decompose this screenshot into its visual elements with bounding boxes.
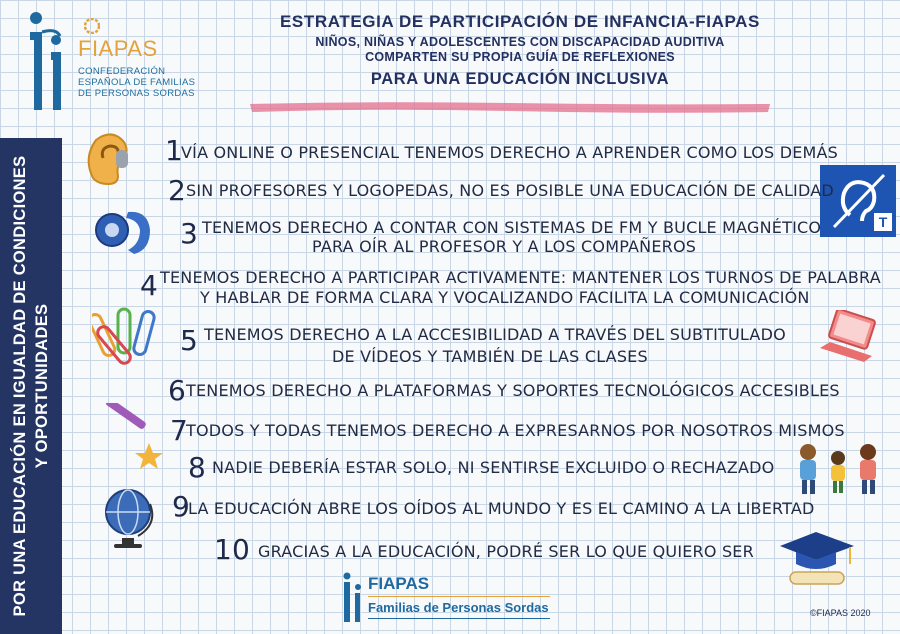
logo-name: FIAPAS [78,36,158,61]
children-illustration [790,440,890,496]
agenda-2030-wheel-icon [84,18,100,34]
item-number: 5 [180,324,199,357]
item-number: 10 [214,533,251,566]
loop-sign-letter: T [878,214,888,230]
footer-logo [342,572,562,628]
item-number: 3 [180,217,199,250]
item-number: 4 [140,269,159,302]
subtitle-line-1: NIÑOS, NIÑAS Y ADOLESCENTES CON DISCAPACIDAD AUDITIVA [315,35,725,49]
item-text-line-1: TENEMOS DERECHO A LA ACCESIBILIDAD A TRAVÉS DEL SUBTITULADO [204,325,786,344]
item-number: 7 [170,414,189,447]
item-text: SIN PROFESORES Y LOGOPEDAS, NO ES POSIBLE UNA EDUCACIÓN DE CALIDAD [186,181,834,200]
page-title: ESTRATEGIA DE PARTICIPACIÓN DE INFANCIA-FIAPAS [279,12,760,31]
item-text-line-2: PARA OÍR AL PROFESOR Y A LOS COMPAÑEROS [312,237,697,256]
paperclips-icon [92,303,172,373]
footer-logo-name: FIAPAS [368,574,430,593]
footer-divider [368,596,550,597]
logo-subtitle: CONFEDERACIÓN ESPAÑOLA DE FAMILIAS DE PERSONAS SORDAS [78,66,196,99]
item-text: TODOS Y TODAS TENEMOS DERECHO A EXPRESARNOS POR NOSOTROS MISMOS [186,421,845,440]
item-text-line-2: DE VÍDEOS Y TAMBIÉN DE LAS CLASES [332,347,648,366]
item-text: VÍA ONLINE O PRESENCIAL TENEMOS DERECHO A APRENDER COMO LOS DEMÁS [181,143,839,162]
fiapas-figure-icon [26,10,86,115]
side-band-line-2: Y OPORTUNIDADES [33,303,51,469]
magic-wand-icon [95,403,165,473]
item-text-line-2: Y HABLAR DE FORMA CLARA Y VOCALIZANDO FACILITA LA COMUNICACIÓN [200,288,810,307]
item-number: 2 [168,174,187,207]
subtitle-line-2: COMPARTEN SU PROPIA GUÍA DE REFLEXIONES [365,50,675,64]
hearing-loop-sign [820,165,896,237]
item-text-line-1: TENEMOS DERECHO A PARTICIPAR ACTIVAMENTE: MANTENER LOS TURNOS DE PALABRA [160,268,881,287]
item-text: LA EDUCACIÓN ABRE LOS OÍDOS AL MUNDO Y ES EL CAMINO A LA LIBERTAD [188,499,815,518]
footer-logo-subtitle: Familias de Personas Sordas [368,600,549,615]
item-number: 8 [188,451,207,484]
footer-fiapas-figure-icon [342,572,366,624]
side-band-text [9,138,53,634]
side-band-line-1: POR UNA EDUCACIÓN EN IGUALDAD DE CONDICIONES [11,155,29,617]
item-text: NADIE DEBERÍA ESTAR SOLO, NI SENTIRSE EXCLUIDO O RECHAZADO [212,458,775,477]
graduation-cap-icon [770,528,860,588]
copyright: ©FIAPAS 2020 [810,608,871,618]
globe-icon [100,484,160,554]
item-text: GRACIAS A LA EDUCACIÓN, PODRÉ SER LO QUE QUIERO SER [258,542,754,561]
item-number: 9 [172,490,191,523]
fiapas-logo [26,10,226,120]
item-text: TENEMOS DERECHO A PLATAFORMAS Y SOPORTES TECNOLÓGICOS ACCESIBLES [186,381,840,400]
subtitle-line-3: PARA UNA EDUCACIÓN INCLUSIVA [370,70,670,88]
cochlear-implant-icon [90,200,160,260]
laptop-icon [818,310,882,370]
footer-underline [368,618,550,619]
hearing-aid-icon [78,128,138,188]
pink-brush-stroke [250,100,770,114]
item-text-line-1: TENEMOS DERECHO A CONTAR CON SISTEMAS DE FM Y BUCLE MAGNÉTICO [202,218,822,237]
header-titles [230,12,810,89]
item-number: 1 [165,134,184,167]
item-number: 6 [168,374,187,407]
